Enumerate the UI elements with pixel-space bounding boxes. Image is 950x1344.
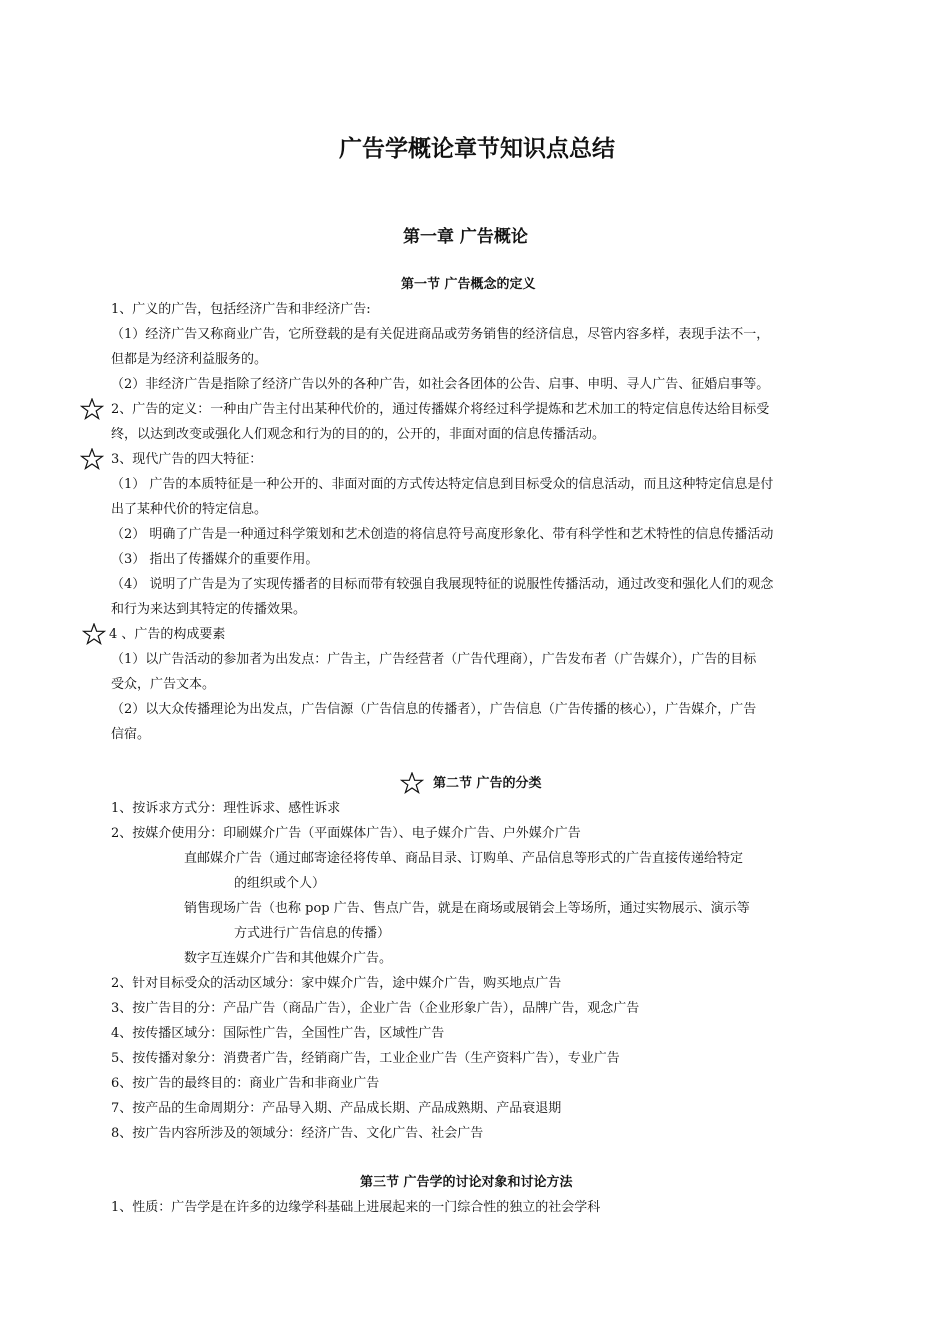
list-item: 6、按广告的最终目的：商业广告和非商业广告 xyxy=(111,1076,380,1091)
paragraph: 1、广义的广告，包括经济广告和非经济广告: xyxy=(111,302,371,317)
paragraph: 和行为来达到其特定的传播效果。 xyxy=(111,602,307,617)
section-heading: 第二节 广告的分类 xyxy=(433,776,542,791)
paragraph: （2）以大众传播理论为出发点，广告信源（广告信息的传播者），广告信息（广告传播的核心），广告媒介，广告 xyxy=(111,702,757,717)
paragraph: （1）以广告活动的参加者为出发点：广告主，广告经营者（广告代理商），广告发布者（广告媒介），广告的目标 xyxy=(111,652,757,667)
section-heading: 第三节 广告学的讨论对象和讨论方法 xyxy=(360,1175,573,1190)
list-item: 直邮媒介广告（通过邮寄途径将传单、商品目录、订购单、产品信息等形式的广告直接传递给特定 xyxy=(184,851,744,866)
paragraph: 受众，广告文本。 xyxy=(111,677,216,692)
list-item: 1、性质：广告学是在许多的边缘学科基础上进展起来的一门综合性的独立的社会学科 xyxy=(111,1200,601,1215)
paragraph: （1） 广告的本质特征是一种公开的、非面对面的方式传达特定信息到目标受众的信息活动，而且这种特定信息是付 xyxy=(111,477,774,492)
list-item: 的组织或个人） xyxy=(234,876,326,891)
list-item: 方式进行广告信息的传播） xyxy=(234,926,391,941)
paragraph: （1）经济广告又称商业广告，它所登载的是有关促进商品或劳务销售的经济信息，尽管内容多样，表现手法不一， xyxy=(111,327,770,342)
paragraph: 终，以达到改变或强化人们观念和行为的目的的，公开的，非面对面的信息传播活动。 xyxy=(111,427,606,442)
paragraph: 4 、广告的构成要素 xyxy=(109,627,226,642)
star-outline-icon xyxy=(82,623,106,645)
chapter-heading: 第一章 广告概论 xyxy=(403,227,528,247)
star-outline-icon xyxy=(80,448,104,470)
document-title: 广告学概论章节知识点总结 xyxy=(339,136,615,162)
paragraph: 2、广告的定义：一种由广告主付出某种代价的，通过传播媒介将经过科学提炼和艺术加工的特定信息传达给目标受 xyxy=(111,402,770,417)
paragraph: 信宿。 xyxy=(111,727,151,742)
paragraph: 但都是为经济利益服务的。 xyxy=(111,352,268,367)
paragraph: 3、现代广告的四大特征： xyxy=(111,452,263,467)
list-item: 5、按传播对象分：消费者广告，经销商广告，工业企业广告（生产资料广告），专业广告 xyxy=(111,1051,620,1066)
paragraph: （2）非经济广告是指除了经济广告以外的各种广告，如社会各团体的公告、启事、申明、寻人广告、征婚启事等。 xyxy=(111,377,770,392)
paragraph: （2） 明确了广告是一种通过科学策划和艺术创造的将信息符号高度形象化、带有科学性和艺术特性的信息传播活动 xyxy=(111,527,774,542)
paragraph: （3） 指出了传播媒介的重要作用。 xyxy=(111,552,319,567)
list-item: 数字互连媒介广告和其他媒介广告。 xyxy=(184,951,393,966)
list-item: 1、按诉求方式分：理性诉求、感性诉求 xyxy=(111,801,341,816)
section-heading: 第一节 广告概念的定义 xyxy=(401,277,536,292)
list-item: 7、按产品的生命周期分：产品导入期、产品成长期、产品成熟期、产品衰退期 xyxy=(111,1101,562,1116)
paragraph: （4） 说明了广告是为了实现传播者的目标而带有较强自我展现特征的说服性传播活动，通过改变和强化人们的观念 xyxy=(111,577,774,592)
star-outline-icon xyxy=(400,772,424,794)
list-item: 8、按广告内容所涉及的领域分：经济广告、文化广告、社会广告 xyxy=(111,1126,484,1141)
star-outline-icon xyxy=(80,398,104,420)
list-item: 4、按传播区域分：国际性广告，全国性广告，区域性广告 xyxy=(111,1026,445,1041)
list-item: 2、按媒介使用分：印刷媒介广告（平面媒体广告）、电子媒介广告、户外媒介广告 xyxy=(111,826,581,841)
list-item: 销售现场广告（也称 pop 广告、售点广告，就是在商场或展销会上等场所，通过实物展示、演示等 xyxy=(184,901,750,916)
list-item: 3、按广告目的分：产品广告（商品广告），企业广告（企业形象广告），品牌广告，观念广告 xyxy=(111,1001,640,1016)
paragraph: 出了某种代价的特定信息。 xyxy=(111,502,268,517)
list-item: 2、针对目标受众的活动区域分：家中媒介广告，途中媒介广告，购买地点广告 xyxy=(111,976,562,991)
